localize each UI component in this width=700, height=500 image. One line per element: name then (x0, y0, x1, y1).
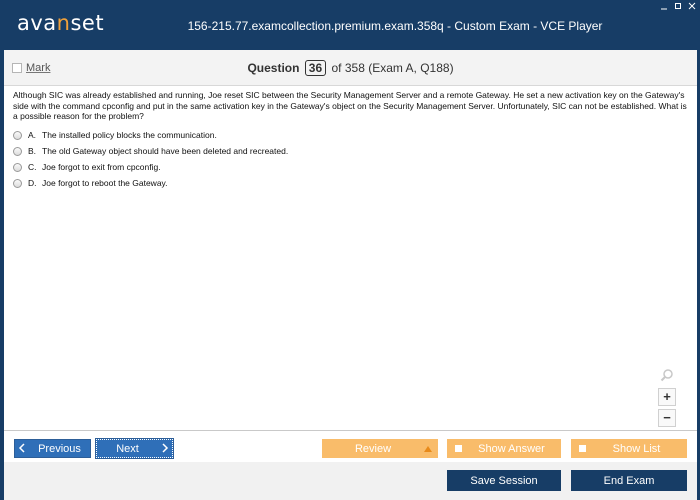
checkbox-icon (579, 445, 586, 452)
radio-button[interactable] (13, 131, 22, 140)
answer-option-d[interactable] (13, 178, 688, 189)
option-letter: D. (28, 177, 37, 188)
review-button[interactable] (322, 439, 438, 458)
question-header (4, 50, 697, 86)
restore-icon[interactable] (674, 2, 682, 10)
radio-button[interactable] (13, 179, 22, 188)
divider (4, 430, 697, 431)
window-border-left (0, 50, 4, 500)
save-session-label: Save Session (470, 474, 538, 487)
checkbox-icon (455, 445, 462, 452)
minimize-icon[interactable] (660, 2, 668, 10)
show-list-button[interactable] (571, 439, 687, 458)
zoom-tools (656, 368, 678, 430)
option-letter: A. (28, 129, 37, 140)
logo-text-accent: n (56, 11, 71, 35)
show-list-label: Show List (612, 442, 661, 455)
option-text: Joe forgot to reboot the Gateway. (42, 177, 168, 188)
option-text: The old Gateway object should have been deleted and recreated. (42, 145, 289, 156)
triangle-up-icon (424, 446, 432, 452)
zoom-in-button[interactable]: + (658, 388, 676, 406)
question-text: Although SIC was already established and running, Joe reset SIC between the Security Management Server and a remote Gateway. He set a new activation key on the Gateway's side with the command cpconfig and put in the same activation key in the Gateway's object on the Security Management Server. Unfortunately, SIC can not be established. What is a possible reason for the problem? (13, 90, 687, 121)
question-number-box[interactable]: 36 (305, 60, 326, 76)
previous-button[interactable] (14, 439, 91, 458)
zoom-out-button[interactable]: − (658, 409, 676, 427)
chevron-left-icon (15, 443, 29, 455)
logo-text-part2: set (70, 11, 105, 35)
next-button[interactable] (96, 439, 173, 458)
show-answer-button[interactable] (447, 439, 561, 458)
option-letter: C. (28, 161, 37, 172)
end-exam-button[interactable] (571, 470, 687, 491)
option-text: Joe forgot to exit from cpconfig. (42, 161, 161, 172)
window-controls (660, 2, 696, 10)
radio-button[interactable] (13, 147, 22, 156)
chevron-right-icon (158, 443, 172, 455)
option-text: The installed policy blocks the communication. (42, 129, 217, 140)
question-of-text: of 358 (Exam A, Q188) (331, 61, 454, 75)
show-answer-label: Show Answer (478, 442, 545, 455)
magnifier-icon[interactable] (660, 368, 674, 382)
mark-label[interactable]: Mark (26, 62, 51, 74)
option-letter: B. (28, 145, 37, 156)
answer-options (13, 130, 688, 189)
question-counter (4, 60, 697, 76)
next-label: Next (116, 442, 139, 455)
question-content (13, 90, 688, 189)
answer-option-b[interactable] (13, 146, 688, 157)
radio-button[interactable] (13, 163, 22, 172)
question-label: Question (247, 61, 300, 75)
previous-label: Previous (38, 442, 81, 455)
close-icon[interactable] (688, 2, 696, 10)
answer-option-c[interactable] (13, 162, 688, 173)
logo-text-part1: ava (17, 11, 57, 35)
title-bar (0, 0, 700, 50)
end-exam-label: End Exam (603, 474, 655, 487)
save-session-button[interactable] (447, 470, 561, 491)
answer-option-a[interactable] (13, 130, 688, 141)
window-title: 156-215.77.examcollection.premium.exam.358q - Custom Exam - VCE Player (187, 19, 603, 33)
review-label: Review (354, 442, 392, 455)
